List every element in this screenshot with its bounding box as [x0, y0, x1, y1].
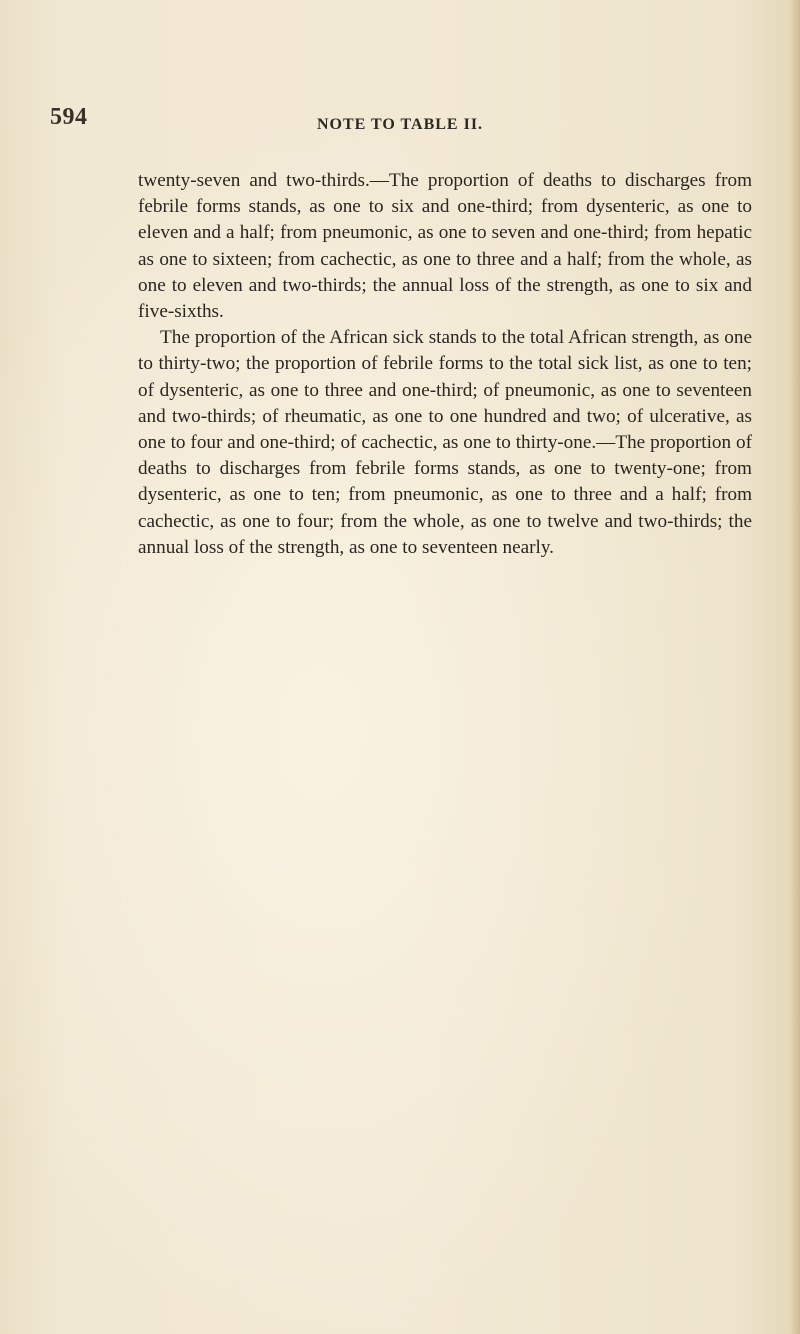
paragraph-african-sick: The proportion of the African sick stands to the total African strength, as one to thirty-two; the proportion of febrile forms to the total sick list, as one to ten; of dysenteric, as one to three and one-third; of pneumonic, as one to seventeen and two-thirds; of rheumatic, as one to one hundred and two; of ulcerative, as one to four and one-third; of cachectic, as one to thirty-one.—The proportion of deaths to discharges from febrile forms stands, as one to twenty-one; from dysenteric, as one to ten; from pneumonic, as one to three and a half; from cachectic, as one to four; from the whole, as one to twelve and two-thirds; the annual loss of the strength, as one to seventeen nearly. [138, 327, 752, 558]
running-title: NOTE TO TABLE II. [316, 116, 484, 133]
body-text [138, 168, 752, 561]
paragraph-continuation: twenty-seven and two-thirds.—The proportion of deaths to discharges from febrile forms stands, as one to six and one-third; from dysenteric, as one to eleven and a half; from pneumonic, as one to seven and one-third; from hepatic as one to sixteen; from cachectic, as one to three and a half; from the whole, as one to eleven and two-thirds; the annual loss of the strength, as one to six and five-sixths. [138, 170, 752, 323]
page-edge-shadow [790, 0, 800, 1334]
page-number: 594 [50, 104, 88, 130]
